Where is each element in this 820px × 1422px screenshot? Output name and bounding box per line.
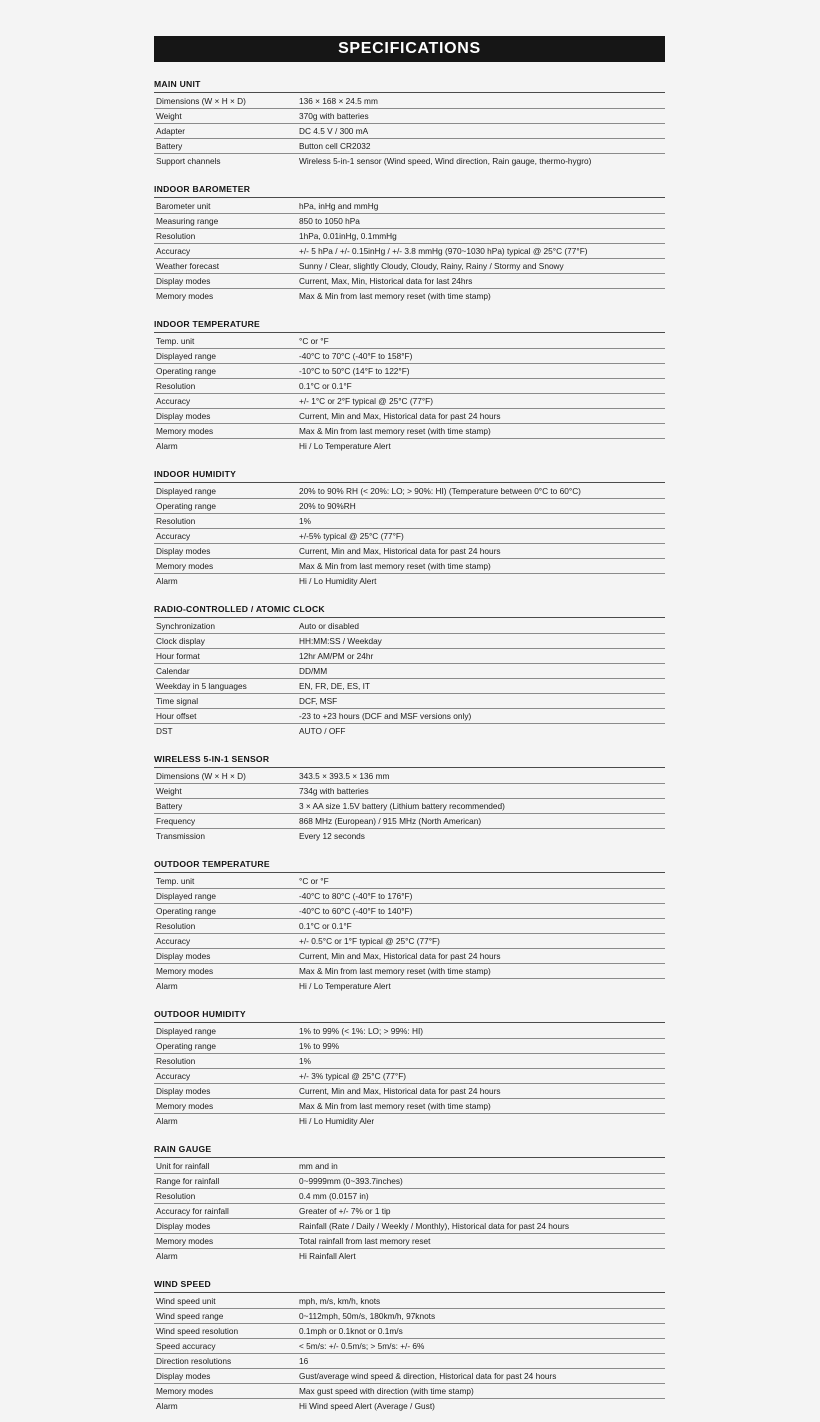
spec-label: Memory modes [154, 1233, 298, 1248]
spec-label: Temp. unit [154, 333, 298, 348]
spec-value: 0.4 mm (0.0157 in) [298, 1188, 665, 1203]
spec-row [154, 1038, 665, 1053]
spec-row [154, 1293, 665, 1308]
spec-row [154, 1053, 665, 1068]
spec-row [154, 1248, 665, 1263]
spec-label: Accuracy [154, 1068, 298, 1083]
spec-label: Memory modes [154, 558, 298, 573]
spec-value: 12hr AM/PM or 24hr [298, 648, 665, 663]
spec-value: -40°C to 60°C (-40°F to 140°F) [298, 903, 665, 918]
sections-container [154, 79, 665, 1413]
spec-label: Dimensions (W × H × D) [154, 768, 298, 783]
spec-label: Alarm [156, 981, 178, 991]
spec-row [154, 1173, 665, 1188]
section-heading: OUTDOOR HUMIDITY [154, 1009, 665, 1023]
spec-row [154, 1233, 665, 1248]
spec-label: Displayed range [154, 888, 298, 903]
spec-label: Time signal [154, 693, 298, 708]
spec-row [154, 513, 665, 528]
spec-row [154, 828, 665, 843]
spec-label: Display modes [154, 543, 298, 558]
spec-row [154, 258, 665, 273]
spec-row [154, 1353, 665, 1368]
spec-row [154, 273, 665, 288]
spec-row [154, 1398, 665, 1413]
spec-section [154, 319, 665, 453]
spec-label: Alarm [156, 441, 178, 451]
spec-row [154, 963, 665, 978]
spec-section [154, 184, 665, 303]
spec-value: Hi / Lo Humidity Alert [299, 576, 377, 586]
spec-row [154, 633, 665, 648]
spec-table [154, 1023, 665, 1128]
spec-value: -23 to +23 hours (DCF and MSF versions only) [298, 708, 665, 723]
spec-row [154, 108, 665, 123]
spec-row [154, 708, 665, 723]
spec-value: 1% to 99% [298, 1038, 665, 1053]
spec-value: DC 4.5 V / 300 mA [298, 123, 665, 138]
spec-row [154, 813, 665, 828]
spec-row [154, 1203, 665, 1218]
spec-row [154, 423, 665, 438]
spec-label: Resolution [154, 918, 298, 933]
spec-label: Weather forecast [154, 258, 298, 273]
spec-value: +/- 0.5°C or 1°F typical @ 25°C (77°F) [298, 933, 665, 948]
section-heading: WIRELESS 5-IN-1 SENSOR [154, 754, 665, 768]
spec-label: Hour offset [154, 708, 298, 723]
spec-value: Hi Rainfall Alert [299, 1251, 356, 1261]
spec-label: Display modes [154, 408, 298, 423]
spec-label: Wind speed range [154, 1308, 298, 1323]
spec-row [154, 693, 665, 708]
spec-row [154, 1338, 665, 1353]
spec-row [154, 1113, 665, 1128]
spec-value: Total rainfall from last memory reset [298, 1233, 665, 1248]
spec-row [154, 558, 665, 573]
spec-label: Support channels [156, 156, 221, 166]
spec-row [154, 618, 665, 633]
spec-label: Operating range [154, 363, 298, 378]
spec-label: Operating range [154, 498, 298, 513]
spec-row [154, 1068, 665, 1083]
spec-label: Temp. unit [154, 873, 298, 888]
spec-value: 0~9999mm (0~393.7inches) [298, 1173, 665, 1188]
spec-value: EN, FR, DE, ES, IT [298, 678, 665, 693]
spec-label: Dimensions (W × H × D) [154, 93, 298, 108]
spec-value: Greater of +/- 7% or 1 tip [298, 1203, 665, 1218]
spec-label: Memory modes [156, 291, 214, 301]
spec-section [154, 79, 665, 168]
spec-label: Synchronization [154, 618, 298, 633]
spec-label: Resolution [154, 228, 298, 243]
spec-row [154, 1188, 665, 1203]
spec-label: Alarm [156, 1116, 178, 1126]
spec-label: Accuracy [154, 393, 298, 408]
spec-row [154, 378, 665, 393]
spec-value: 868 MHz (European) / 915 MHz (North American) [298, 813, 665, 828]
spec-value: 343.5 × 393.5 × 136 mm [298, 768, 665, 783]
spec-row [154, 663, 665, 678]
spec-label: Weight [154, 783, 298, 798]
spec-table [154, 1293, 665, 1413]
spec-row [154, 798, 665, 813]
spec-label: Memory modes [154, 423, 298, 438]
spec-row [154, 93, 665, 108]
spec-value: DD/MM [298, 663, 665, 678]
spec-row [154, 1308, 665, 1323]
spec-value: mm and in [298, 1158, 665, 1173]
spec-value: 1% [298, 1053, 665, 1068]
section-heading: RADIO-CONTROLLED / ATOMIC CLOCK [154, 604, 665, 618]
spec-label: Alarm [156, 1251, 178, 1261]
spec-label: Displayed range [154, 1023, 298, 1038]
spec-table [154, 1158, 665, 1263]
spec-label: Resolution [154, 1188, 298, 1203]
spec-row [154, 903, 665, 918]
spec-value: Wireless 5-in-1 sensor (Wind speed, Wind direction, Rain gauge, thermo-hygro) [299, 156, 592, 166]
spec-section [154, 1144, 665, 1263]
spec-row [154, 363, 665, 378]
spec-label: Alarm [156, 1401, 178, 1411]
spec-value: +/- 5 hPa / +/- 0.15inHg / +/- 3.8 mmHg (970~1030 hPa) typical @ 25°C (77°F) [298, 243, 665, 258]
page-title: SPECIFICATIONS [338, 40, 481, 57]
spec-value: Button cell CR2032 [298, 138, 665, 153]
spec-value: Hi / Lo Temperature Alert [299, 981, 391, 991]
spec-value: Current, Min and Max, Historical data for past 24 hours [298, 408, 665, 423]
spec-section [154, 604, 665, 738]
spec-row [154, 198, 665, 213]
spec-value: -40°C to 70°C (-40°F to 158°F) [298, 348, 665, 363]
spec-label: Resolution [154, 513, 298, 528]
spec-label: Displayed range [154, 483, 298, 498]
section-heading: RAIN GAUGE [154, 1144, 665, 1158]
spec-value: +/- 1°C or 2°F typical @ 25°C (77°F) [298, 393, 665, 408]
spec-value: Max & Min from last memory reset (with time stamp) [299, 291, 491, 301]
spec-value: 20% to 90% RH (< 20%: LO; > 90%: HI) (Temperature between 0°C to 60°C) [298, 483, 665, 498]
spec-row [154, 498, 665, 513]
spec-row [154, 918, 665, 933]
spec-label: Display modes [154, 1218, 298, 1233]
spec-value: 136 × 168 × 24.5 mm [298, 93, 665, 108]
spec-row [154, 1023, 665, 1038]
spec-label: Display modes [154, 273, 298, 288]
section-heading: INDOOR BAROMETER [154, 184, 665, 198]
spec-label: Memory modes [154, 1098, 298, 1113]
spec-label: Operating range [154, 1038, 298, 1053]
spec-label: Resolution [154, 1053, 298, 1068]
specifications-sheet [154, 36, 665, 1413]
spec-row [154, 408, 665, 423]
spec-value: 0.1°C or 0.1°F [298, 918, 665, 933]
spec-value: 1% to 99% (< 1%: LO; > 99%: HI) [298, 1023, 665, 1038]
spec-row [154, 543, 665, 558]
section-heading: WIND SPEED [154, 1279, 665, 1293]
spec-label: Wind speed resolution [154, 1323, 298, 1338]
spec-label: Calendar [154, 663, 298, 678]
spec-value: Max & Min from last memory reset (with time stamp) [298, 963, 665, 978]
spec-row [154, 1323, 665, 1338]
spec-value: 3 × AA size 1.5V battery (Lithium battery recommended) [298, 798, 665, 813]
section-heading: INDOOR TEMPERATURE [154, 319, 665, 333]
spec-value: hPa, inHg and mmHg [298, 198, 665, 213]
spec-row [154, 678, 665, 693]
spec-value: mph, m/s, km/h, knots [298, 1293, 665, 1308]
spec-label: Speed accuracy [154, 1338, 298, 1353]
spec-section [154, 754, 665, 843]
spec-label: Display modes [154, 1368, 298, 1383]
spec-value: Gust/average wind speed & direction, Historical data for past 24 hours [298, 1368, 665, 1383]
spec-row [154, 933, 665, 948]
spec-value: Hi / Lo Temperature Alert [299, 441, 391, 451]
spec-row [154, 243, 665, 258]
spec-row [154, 873, 665, 888]
spec-row [154, 948, 665, 963]
spec-table [154, 198, 665, 303]
spec-row [154, 723, 665, 738]
spec-value: +/- 3% typical @ 25°C (77°F) [298, 1068, 665, 1083]
spec-section [154, 469, 665, 588]
spec-label: Accuracy [154, 243, 298, 258]
spec-label: DST [156, 726, 173, 736]
spec-row [154, 1383, 665, 1398]
spec-value: Current, Min and Max, Historical data for past 24 hours [298, 543, 665, 558]
spec-label: Unit for rainfall [154, 1158, 298, 1173]
spec-row [154, 573, 665, 588]
spec-value: Max & Min from last memory reset (with time stamp) [298, 1098, 665, 1113]
spec-row [154, 1368, 665, 1383]
spec-table [154, 618, 665, 738]
spec-value: Every 12 seconds [299, 831, 365, 841]
spec-value: Auto or disabled [298, 618, 665, 633]
spec-row [154, 1083, 665, 1098]
spec-label: Measuring range [154, 213, 298, 228]
spec-label: Barometer unit [154, 198, 298, 213]
spec-label: Frequency [154, 813, 298, 828]
spec-value: °C or °F [298, 873, 665, 888]
spec-row [154, 348, 665, 363]
spec-label: Accuracy for rainfall [154, 1203, 298, 1218]
spec-value: -10°C to 50°C (14°F to 122°F) [298, 363, 665, 378]
spec-value: AUTO / OFF [299, 726, 346, 736]
spec-table [154, 483, 665, 588]
spec-value: Sunny / Clear, slightly Cloudy, Cloudy, Rainy, Rainy / Stormy and Snowy [298, 258, 665, 273]
spec-value: 370g with batteries [298, 108, 665, 123]
spec-row [154, 438, 665, 453]
spec-label: Displayed range [154, 348, 298, 363]
section-heading: MAIN UNIT [154, 79, 665, 93]
spec-label: Clock display [154, 633, 298, 648]
spec-value: 1hPa, 0.01inHg, 0.1mmHg [298, 228, 665, 243]
spec-value: < 5m/s: +/- 0.5m/s; > 5m/s: +/- 6% [298, 1338, 665, 1353]
spec-value: Hi / Lo Humidity Aler [299, 1116, 375, 1126]
spec-table [154, 93, 665, 168]
spec-row [154, 153, 665, 168]
spec-value: +/-5% typical @ 25°C (77°F) [298, 528, 665, 543]
spec-label: Weight [154, 108, 298, 123]
spec-value: Max & Min from last memory reset (with time stamp) [298, 558, 665, 573]
spec-row [154, 1158, 665, 1173]
spec-value: HH:MM:SS / Weekday [298, 633, 665, 648]
spec-value: 850 to 1050 hPa [298, 213, 665, 228]
spec-value: Max & Min from last memory reset (with time stamp) [298, 423, 665, 438]
spec-table [154, 873, 665, 993]
spec-label: Range for rainfall [154, 1173, 298, 1188]
spec-row [154, 123, 665, 138]
spec-value: 1% [298, 513, 665, 528]
spec-value: Current, Min and Max, Historical data for past 24 hours [298, 948, 665, 963]
spec-label: Direction resolutions [154, 1353, 298, 1368]
spec-value: -40°C to 80°C (-40°F to 176°F) [298, 888, 665, 903]
spec-row [154, 393, 665, 408]
spec-label: Display modes [154, 1083, 298, 1098]
spec-label: Wind speed unit [154, 1293, 298, 1308]
spec-section [154, 859, 665, 993]
spec-label: Alarm [156, 576, 178, 586]
spec-section [154, 1279, 665, 1413]
spec-label: Memory modes [154, 1383, 298, 1398]
spec-label: Operating range [154, 903, 298, 918]
section-heading: INDOOR HUMIDITY [154, 469, 665, 483]
section-heading: OUTDOOR TEMPERATURE [154, 859, 665, 873]
spec-value: 16 [298, 1353, 665, 1368]
spec-value: Current, Min and Max, Historical data for past 24 hours [298, 1083, 665, 1098]
spec-row [154, 138, 665, 153]
spec-row [154, 888, 665, 903]
spec-label: Accuracy [154, 933, 298, 948]
spec-row [154, 213, 665, 228]
spec-label: Display modes [154, 948, 298, 963]
spec-value: DCF, MSF [298, 693, 665, 708]
page-title-bar [154, 36, 665, 62]
spec-value: 0.1°C or 0.1°F [298, 378, 665, 393]
spec-table [154, 333, 665, 453]
spec-label: Resolution [154, 378, 298, 393]
spec-label: Weekday in 5 languages [154, 678, 298, 693]
spec-label: Battery [154, 138, 298, 153]
spec-table [154, 768, 665, 843]
spec-row [154, 1218, 665, 1233]
spec-value: Current, Max, Min, Historical data for last 24hrs [298, 273, 665, 288]
spec-row [154, 528, 665, 543]
spec-value: °C or °F [298, 333, 665, 348]
spec-row [154, 978, 665, 993]
spec-row [154, 768, 665, 783]
spec-value: 20% to 90%RH [298, 498, 665, 513]
spec-label: Battery [154, 798, 298, 813]
spec-row [154, 333, 665, 348]
spec-row [154, 483, 665, 498]
spec-row [154, 648, 665, 663]
spec-label: Accuracy [154, 528, 298, 543]
spec-row [154, 288, 665, 303]
spec-label: Memory modes [154, 963, 298, 978]
spec-value: 734g with batteries [298, 783, 665, 798]
spec-value: Max gust speed with direction (with time stamp) [298, 1383, 665, 1398]
spec-section [154, 1009, 665, 1128]
spec-label: Transmission [156, 831, 206, 841]
spec-value: Rainfall (Rate / Daily / Weekly / Monthly), Historical data for past 24 hours [298, 1218, 665, 1233]
spec-row [154, 783, 665, 798]
spec-label: Adapter [154, 123, 298, 138]
spec-value: 0.1mph or 0.1knot or 0.1m/s [298, 1323, 665, 1338]
spec-value: 0~112mph, 50m/s, 180km/h, 97knots [298, 1308, 665, 1323]
spec-value: Hi Wind speed Alert (Average / Gust) [299, 1401, 435, 1411]
spec-row [154, 1098, 665, 1113]
spec-label: Hour format [154, 648, 298, 663]
spec-row [154, 228, 665, 243]
